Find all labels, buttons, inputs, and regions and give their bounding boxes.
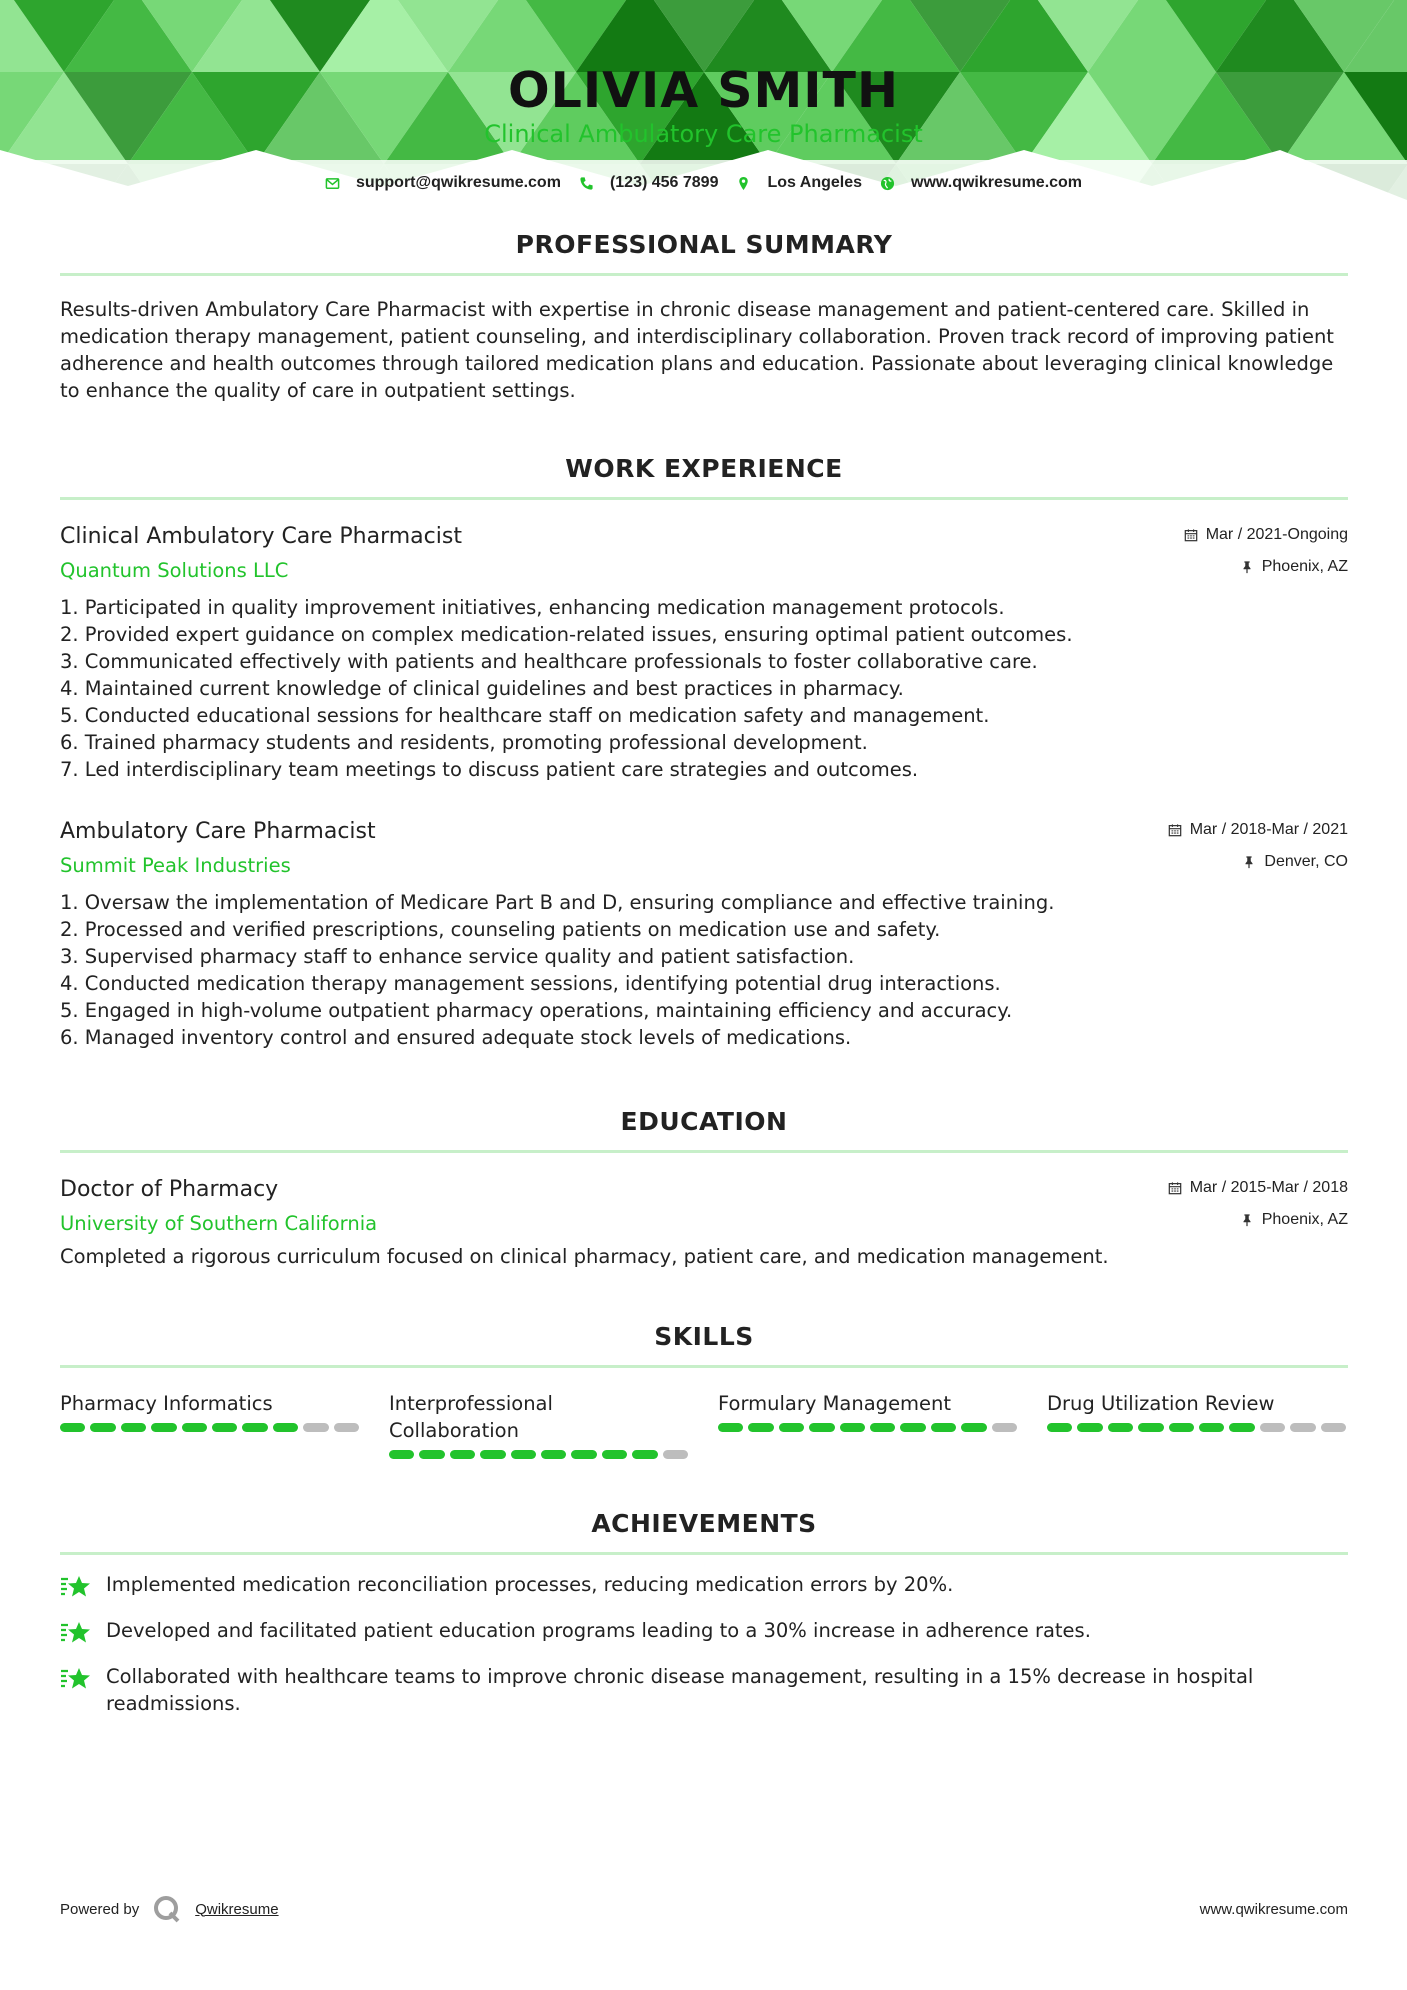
skill-dot-filled (60, 1423, 85, 1432)
job-entry-1 (60, 524, 1348, 783)
education-entry (60, 1177, 1348, 1270)
footer-website[interactable]: www.qwikresume.com (1199, 1900, 1348, 1918)
job-location: Phoenix, AZ (1261, 558, 1348, 575)
star-icon (60, 1619, 92, 1647)
list-item: 6. Managed inventory control and ensured adequate stock levels of medications. (60, 1026, 852, 1049)
candidate-title: Clinical Ambulatory Care Pharmacist (484, 120, 923, 148)
skill-dot-filled (450, 1450, 475, 1459)
skill-dot-empty (1290, 1423, 1315, 1432)
pin-icon (1240, 1213, 1254, 1227)
education-dates: Mar / 2015-Mar / 2018 (1189, 1179, 1348, 1196)
skill-dot-empty (1321, 1423, 1346, 1432)
list-item: 7. Led interdisciplinary team meetings to discuss patient care strategies and outcomes. (60, 758, 919, 781)
skill-dot-filled (840, 1423, 865, 1432)
skill-name: Formulary Management (718, 1392, 952, 1415)
star-icon (60, 1573, 92, 1601)
skill-dot-empty (334, 1423, 359, 1432)
list-item: 2. Provided expert guidance on complex medication-related issues, ensuring optimal patient outcomes. (60, 623, 1073, 646)
job-dates: Mar / 2018-Mar / 2021 (1189, 821, 1348, 838)
pin-icon (1240, 560, 1254, 574)
job-company: Summit Peak Industries (60, 854, 291, 877)
skill-dot-filled (182, 1423, 207, 1432)
list-item: 1. Participated in quality improvement initiatives, enhancing medication management protocols. (60, 596, 1005, 619)
skill-item (1047, 1390, 1346, 1459)
achievement-text: Developed and facilitated patient education programs leading to a 30% increase in adherence rates. (106, 1619, 1091, 1642)
job-company: Quantum Solutions LLC (60, 559, 289, 582)
education-heading: EDUCATION (60, 1107, 1348, 1153)
skill-dot-empty (303, 1423, 328, 1432)
calendar-icon (1184, 528, 1198, 542)
achievements-heading: ACHIEVEMENTS (60, 1509, 1348, 1555)
resume-body (60, 230, 1348, 1717)
list-item: 1. Oversaw the implementation of Medicare Part B and D, ensuring compliance and effective training. (60, 891, 1055, 914)
skill-item (60, 1390, 359, 1459)
list-item: 4. Maintained current knowledge of clinical guidelines and best practices in pharmacy. (60, 677, 904, 700)
list-item: 4. Conducted medication therapy management sessions, identifying potential drug interactions. (60, 972, 1001, 995)
candidate-name: OLIVIA SMITH (508, 62, 899, 119)
skills-heading: SKILLS (60, 1322, 1348, 1368)
location-text: Los Angeles (767, 174, 863, 191)
list-item: 3. Communicated effectively with patients and healthcare professionals to foster collaborative care. (60, 650, 1038, 673)
skill-dot-filled (1229, 1423, 1254, 1432)
achievement-item (60, 1663, 1348, 1717)
list-item: 3. Supervised pharmacy staff to enhance service quality and patient satisfaction. (60, 945, 855, 968)
star-icon (60, 1665, 92, 1693)
skill-dot-filled (511, 1450, 536, 1459)
skill-dot-filled (1199, 1423, 1224, 1432)
job-title: Ambulatory Care Pharmacist (60, 819, 376, 844)
duty-list (60, 594, 1348, 783)
email-text: support@qwikresume.com (355, 174, 561, 191)
skill-dot-filled (273, 1423, 298, 1432)
duty-list (60, 889, 1348, 1051)
map-marker-icon (736, 176, 751, 191)
calendar-icon (1168, 823, 1182, 837)
experience-heading: WORK EXPERIENCE (60, 454, 1348, 500)
footer (60, 1895, 1348, 1923)
achievement-text: Implemented medication reconciliation processes, reducing medication errors by 20%. (106, 1573, 954, 1596)
contact-phone[interactable] (579, 174, 719, 192)
skill-dot-filled (931, 1423, 956, 1432)
skill-dot-filled (90, 1423, 115, 1432)
skill-dot-filled (870, 1423, 895, 1432)
school-name: University of Southern California (60, 1212, 378, 1235)
list-item: 6. Trained pharmacy students and residents, promoting professional development. (60, 731, 868, 754)
contact-bar (0, 174, 1407, 192)
skill-item (718, 1390, 1017, 1459)
qwikresume-logo-icon (153, 1895, 181, 1923)
achievement-item (60, 1571, 1348, 1601)
skill-dot-filled (242, 1423, 267, 1432)
skill-dot-filled (1169, 1423, 1194, 1432)
globe-icon (880, 176, 895, 191)
skill-dot-filled (121, 1423, 146, 1432)
skill-dot-filled (419, 1450, 444, 1459)
skill-dot-filled (809, 1423, 834, 1432)
phone-text: (123) 456 7899 (609, 174, 719, 191)
skill-dot-filled (480, 1450, 505, 1459)
envelope-icon (325, 176, 340, 191)
skill-dot-filled (961, 1423, 986, 1432)
skill-dot-empty (663, 1450, 688, 1459)
summary-heading: PROFESSIONAL SUMMARY (60, 230, 1348, 276)
achievement-list (60, 1571, 1348, 1717)
skill-level-bar (389, 1450, 688, 1459)
skill-dot-filled (779, 1423, 804, 1432)
list-item: 5. Engaged in high-volume outpatient pharmacy operations, maintaining efficiency and accuracy. (60, 999, 1013, 1022)
skill-dot-filled (389, 1450, 414, 1459)
job-dates: Mar / 2021-Ongoing (1205, 526, 1348, 543)
skill-dot-filled (602, 1450, 627, 1459)
powered-label: Powered by (60, 1900, 140, 1918)
list-item: 5. Conducted educational sessions for healthcare staff on medication safety and management. (60, 704, 990, 727)
skill-dot-filled (900, 1423, 925, 1432)
education-description: Completed a rigorous curriculum focused on clinical pharmacy, patient care, and medication management. (60, 1245, 1109, 1268)
job-title: Clinical Ambulatory Care Pharmacist (60, 524, 462, 549)
education-location: Phoenix, AZ (1261, 1211, 1348, 1228)
skill-dot-filled (1108, 1423, 1133, 1432)
skill-dot-filled (748, 1423, 773, 1432)
skill-level-bar (718, 1423, 1017, 1432)
phone-icon (579, 176, 594, 191)
skill-dot-empty (1260, 1423, 1285, 1432)
skill-dot-filled (151, 1423, 176, 1432)
skill-dot-filled (212, 1423, 237, 1432)
skill-level-bar (1047, 1423, 1346, 1432)
pin-icon (1242, 855, 1256, 869)
skill-dot-filled (571, 1450, 596, 1459)
list-item: 2. Processed and verified prescriptions, counseling patients on medication use and safety. (60, 918, 941, 941)
skill-dot-filled (1077, 1423, 1102, 1432)
calendar-icon (1168, 1181, 1182, 1195)
website-text: www.qwikresume.com (911, 174, 1083, 191)
skill-dot-empty (992, 1423, 1017, 1432)
skill-dot-filled (541, 1450, 566, 1459)
contact-email[interactable] (325, 174, 561, 192)
skill-dot-filled (632, 1450, 657, 1459)
skill-dot-filled (1047, 1423, 1072, 1432)
summary-text: Results-driven Ambulatory Care Pharmacist with expertise in chronic disease management and patient-centered care. Skilled in medication therapy management, patient counseling, and interdisciplinary collaboration. Proven track record of improving patient adherence and health outcomes through tailored medication plans and education. Passionate about leveraging clinical knowledge to enhance the quality of care in outpatient settings. (60, 298, 1334, 402)
skill-level-bar (60, 1423, 359, 1432)
job-location: Denver, CO (1264, 853, 1348, 870)
contact-location (736, 174, 862, 192)
achievement-text: Collaborated with healthcare teams to improve chronic disease management, resulting in a 15% decrease in hospital readmissions. (106, 1665, 1254, 1715)
degree-title: Doctor of Pharmacy (60, 1177, 279, 1202)
skill-dot-filled (718, 1423, 743, 1432)
contact-website[interactable] (880, 174, 1082, 192)
skills-grid (60, 1390, 1348, 1459)
skill-item (389, 1390, 688, 1459)
job-entry-2 (60, 819, 1348, 1051)
brand-link[interactable]: Qwikresume (195, 1900, 279, 1918)
skill-dot-filled (1138, 1423, 1163, 1432)
skill-name: Interprofessional Collaboration (389, 1392, 553, 1442)
skill-name: Pharmacy Informatics (60, 1392, 273, 1415)
skill-name: Drug Utilization Review (1047, 1392, 1275, 1415)
powered-by (60, 1895, 279, 1923)
achievement-item (60, 1617, 1348, 1647)
